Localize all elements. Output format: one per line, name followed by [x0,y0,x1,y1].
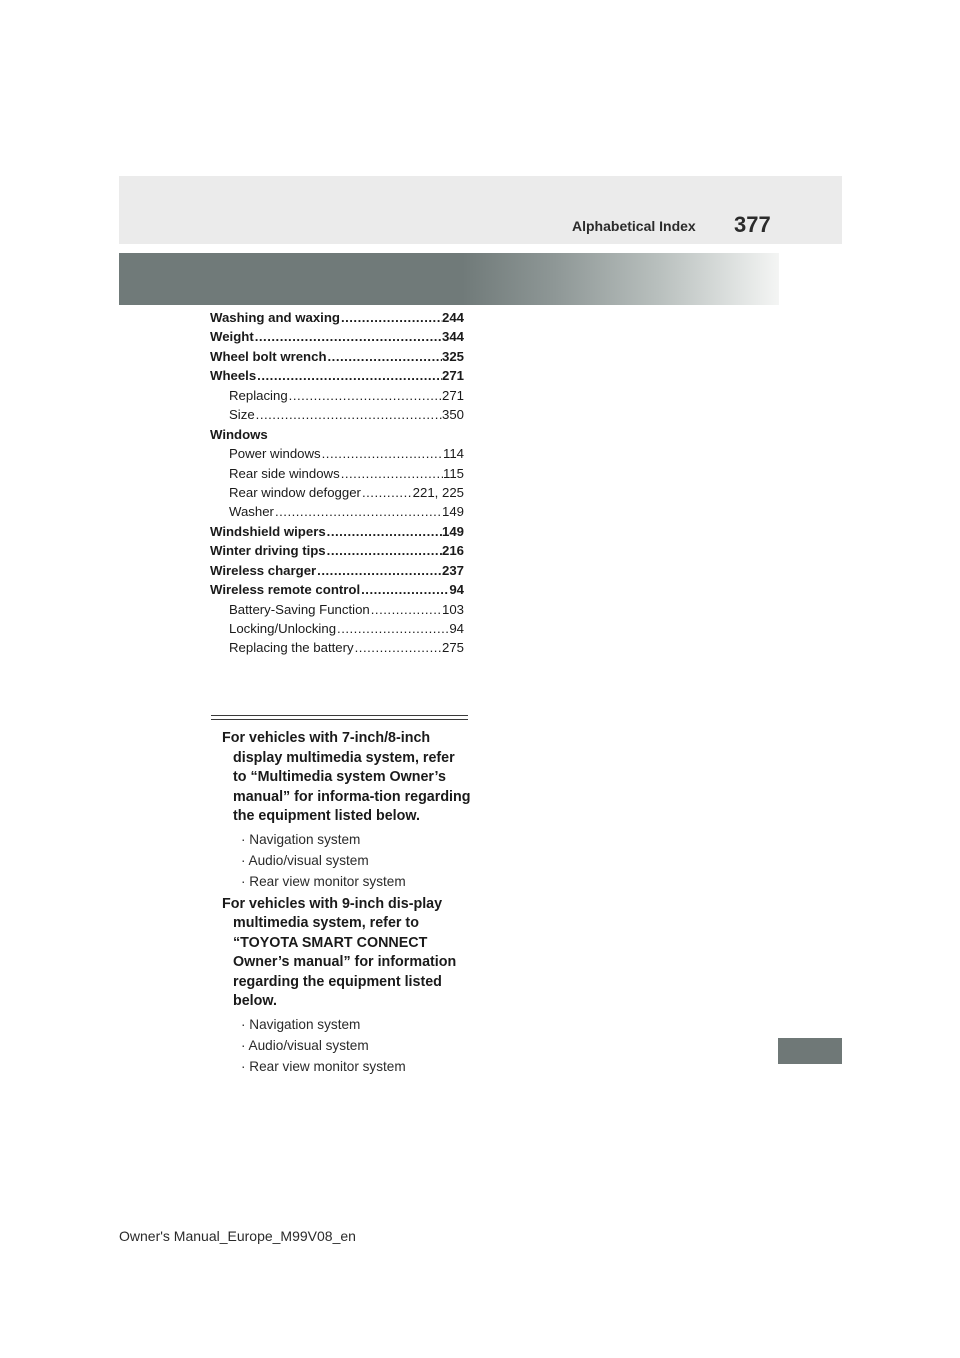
index-entry [210,425,464,444]
index-term: Size [229,407,255,423]
note-heading: For vehicles with 9-inch dis-play multimedia system, refer to “TOYOTA SMART CONNECT Owner’s manual” for information regarding the equipment listed below. [222,895,457,1009]
dot-leader [360,580,449,599]
dot-leader [370,600,442,619]
list-item: · Audio/visual system [241,1037,369,1053]
index-term: Locking/Unlocking [229,621,337,636]
page-number: 377 [734,212,771,237]
index-term: Washing and waxing [210,310,340,325]
multimedia-notes [222,729,472,1080]
index-page-ref[interactable]: 94 [449,621,464,636]
list-item: · Rear view monitor system [241,873,406,889]
index-subentry [210,638,464,657]
dot-leader [354,638,442,657]
list-item: · Navigation system [241,1016,361,1032]
index-term: Replacing the battery [229,640,354,656]
index-page-ref[interactable]: 221, 225 [412,484,464,500]
alphabetical-index-list [210,308,464,658]
chapter-edge-tab [778,1038,842,1064]
index-subentry [210,464,464,483]
index-term: Windows [210,426,268,442]
index-subentry [210,386,464,405]
dot-leader [326,541,442,560]
index-page-ref[interactable]: 275 [441,640,464,656]
index-entry [210,522,464,541]
section-title: Alphabetical Index [572,218,696,234]
index-term: Rear side windows [229,465,340,481]
index-entry [210,347,464,366]
note-equipment-list [222,1014,472,1077]
index-term: Replacing [229,387,288,403]
dot-leader [340,308,442,327]
dot-leader [336,619,449,638]
index-page-ref[interactable]: 344 [441,329,464,345]
index-term: Winter driving tips [210,543,326,559]
note-heading: For vehicles with 7-inch/8-inch display multimedia system, refer to “Multimedia system Owner’s manual” for informa-tion regarding the equipment listed below. [222,730,471,824]
dot-leader [256,366,442,385]
index-subentry [210,405,464,424]
index-term: Rear window defogger [229,484,361,500]
index-subentry [210,619,464,638]
index-term: Wireless remote control [210,582,361,598]
index-page-ref[interactable]: 216 [441,543,464,559]
index-subentry [210,444,464,463]
index-entry [210,541,464,560]
dot-leader [254,327,442,346]
list-item: · Audio/visual system [241,852,369,868]
index-term: Wireless charger [210,562,317,578]
index-page-ref[interactable]: 103 [441,601,464,617]
index-page-ref[interactable]: 271 [441,368,464,384]
index-page-ref[interactable]: 271 [441,387,464,403]
note-equipment-list [222,829,472,892]
index-term: Power windows [229,446,321,462]
section-divider [211,715,468,720]
index-page-ref[interactable]: 350 [441,407,464,423]
index-term: Wheel bolt wrench [210,348,327,364]
footer-manual-id: Owner's Manual_Europe_M99V08_en [119,1228,356,1244]
index-page-ref[interactable]: 237 [441,562,464,578]
index-term: Weight [210,329,254,345]
index-entry [210,327,464,346]
dot-leader [361,483,413,502]
index-entry [210,308,464,327]
index-entry [210,561,464,580]
index-page-ref[interactable]: 325 [441,348,464,364]
index-page-ref[interactable]: 244 [441,310,464,325]
dot-leader [340,464,443,483]
index-subentry [210,483,464,502]
dot-leader [274,502,442,521]
index-subentry [210,600,464,619]
dot-leader [321,444,443,463]
dot-leader [327,347,442,366]
index-term: Washer [229,504,274,520]
index-page-ref[interactable]: 115 [442,465,464,481]
dot-leader [255,405,442,424]
dot-leader [288,386,442,405]
dot-leader [326,522,442,541]
index-page-ref[interactable]: 94 [449,582,464,598]
index-term: Windshield wipers [210,523,326,539]
list-item: · Navigation system [241,831,361,847]
index-entry [210,366,464,385]
list-item: · Rear view monitor system [241,1058,406,1074]
index-term: Wheels [210,368,257,384]
index-page-ref[interactable]: 149 [441,504,464,520]
index-subentry [210,502,464,521]
header-gradient-bar [119,253,779,305]
index-entry [210,580,464,599]
dot-leader [316,561,442,580]
index-page-ref[interactable]: 114 [442,446,464,462]
index-page-ref[interactable]: 149 [441,523,464,539]
index-term: Battery-Saving Function [229,601,370,617]
